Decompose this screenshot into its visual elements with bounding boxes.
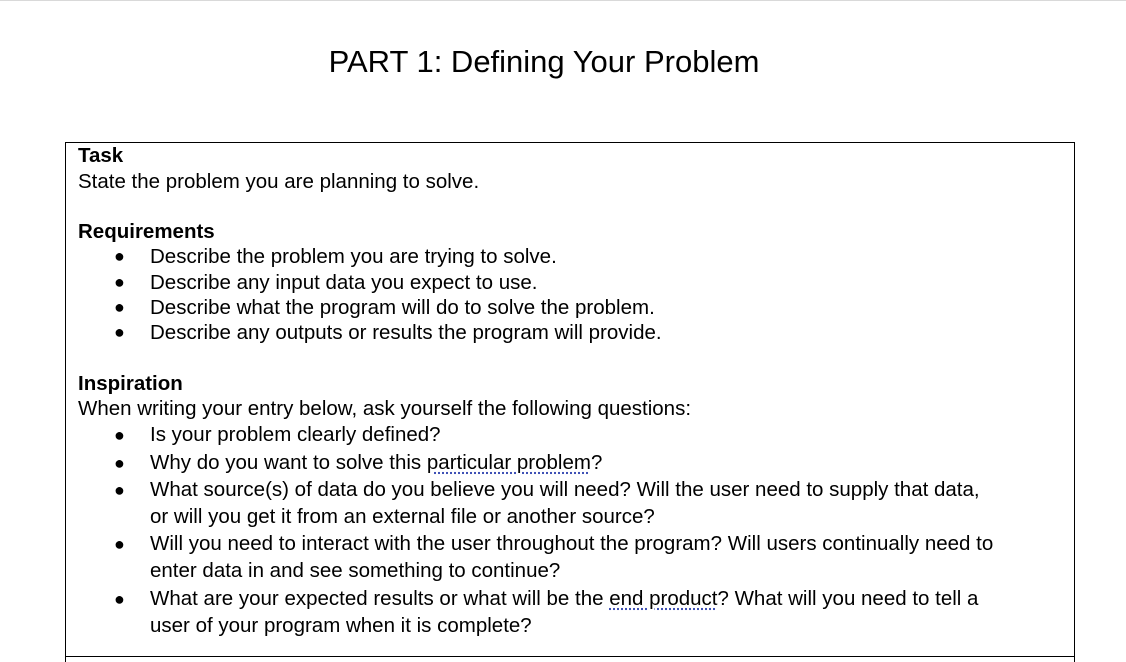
bullet-icon: ● — [114, 246, 125, 266]
inspiration-question-3-line-1: What source(s) of data do you believe you will need? Will the user need to supply that data, — [150, 478, 980, 501]
task-table — [65, 142, 1075, 662]
bullet-icon: ● — [114, 322, 125, 342]
inspiration-question-1: Is your problem clearly defined? — [150, 423, 441, 446]
inspiration-question-5-line-2: user of your program when it is complete? — [150, 614, 532, 637]
requirements-heading: Requirements — [78, 220, 215, 243]
bullet-icon: ● — [114, 534, 125, 554]
bullet-icon: ● — [114, 272, 125, 292]
question-2-text: Why do you want to solve this — [150, 451, 427, 474]
inspiration-heading: Inspiration — [78, 372, 183, 395]
requirement-item-2: Describe any input data you expect to use. — [150, 271, 538, 294]
bullet-icon: ● — [114, 425, 125, 445]
inspiration-question-5-line-1 — [150, 585, 978, 612]
bullet-icon: ● — [114, 453, 125, 473]
inspiration-question-2 — [150, 449, 602, 476]
spelling-mark[interactable]: particular problem — [426, 451, 591, 474]
bullet-icon: ● — [114, 480, 125, 500]
requirement-item-1: Describe the problem you are trying to solve. — [150, 245, 557, 268]
question-5-text: What are your expected results or what will be the — [150, 587, 610, 610]
task-heading: Task — [78, 144, 124, 167]
inspiration-question-4-line-2: enter data in and see something to continue? — [150, 559, 561, 582]
requirement-item-4: Describe any outputs or results the program will provide. — [150, 321, 662, 344]
requirement-item-3: Describe what the program will do to solve the problem. — [150, 296, 655, 319]
page-title: PART 1: Defining Your Problem — [328, 44, 760, 79]
inspiration-intro: When writing your entry below, ask yourself the following questions: — [78, 397, 692, 420]
question-2-end: ? — [590, 451, 603, 474]
task-text: State the problem you are planning to solve. — [78, 170, 480, 193]
bullet-icon: ● — [114, 589, 125, 609]
question-5-end: ? What will you need to tell a — [717, 587, 979, 610]
spelling-mark[interactable]: end product — [609, 587, 718, 610]
page-top-rule — [0, 0, 1126, 1]
table-row-divider — [65, 656, 1075, 657]
inspiration-question-3-line-2: or will you get it from an external file or another source? — [150, 505, 655, 528]
bullet-icon: ● — [114, 297, 125, 317]
inspiration-question-4-line-1: Will you need to interact with the user throughout the program? Will users continually need to — [150, 532, 994, 555]
